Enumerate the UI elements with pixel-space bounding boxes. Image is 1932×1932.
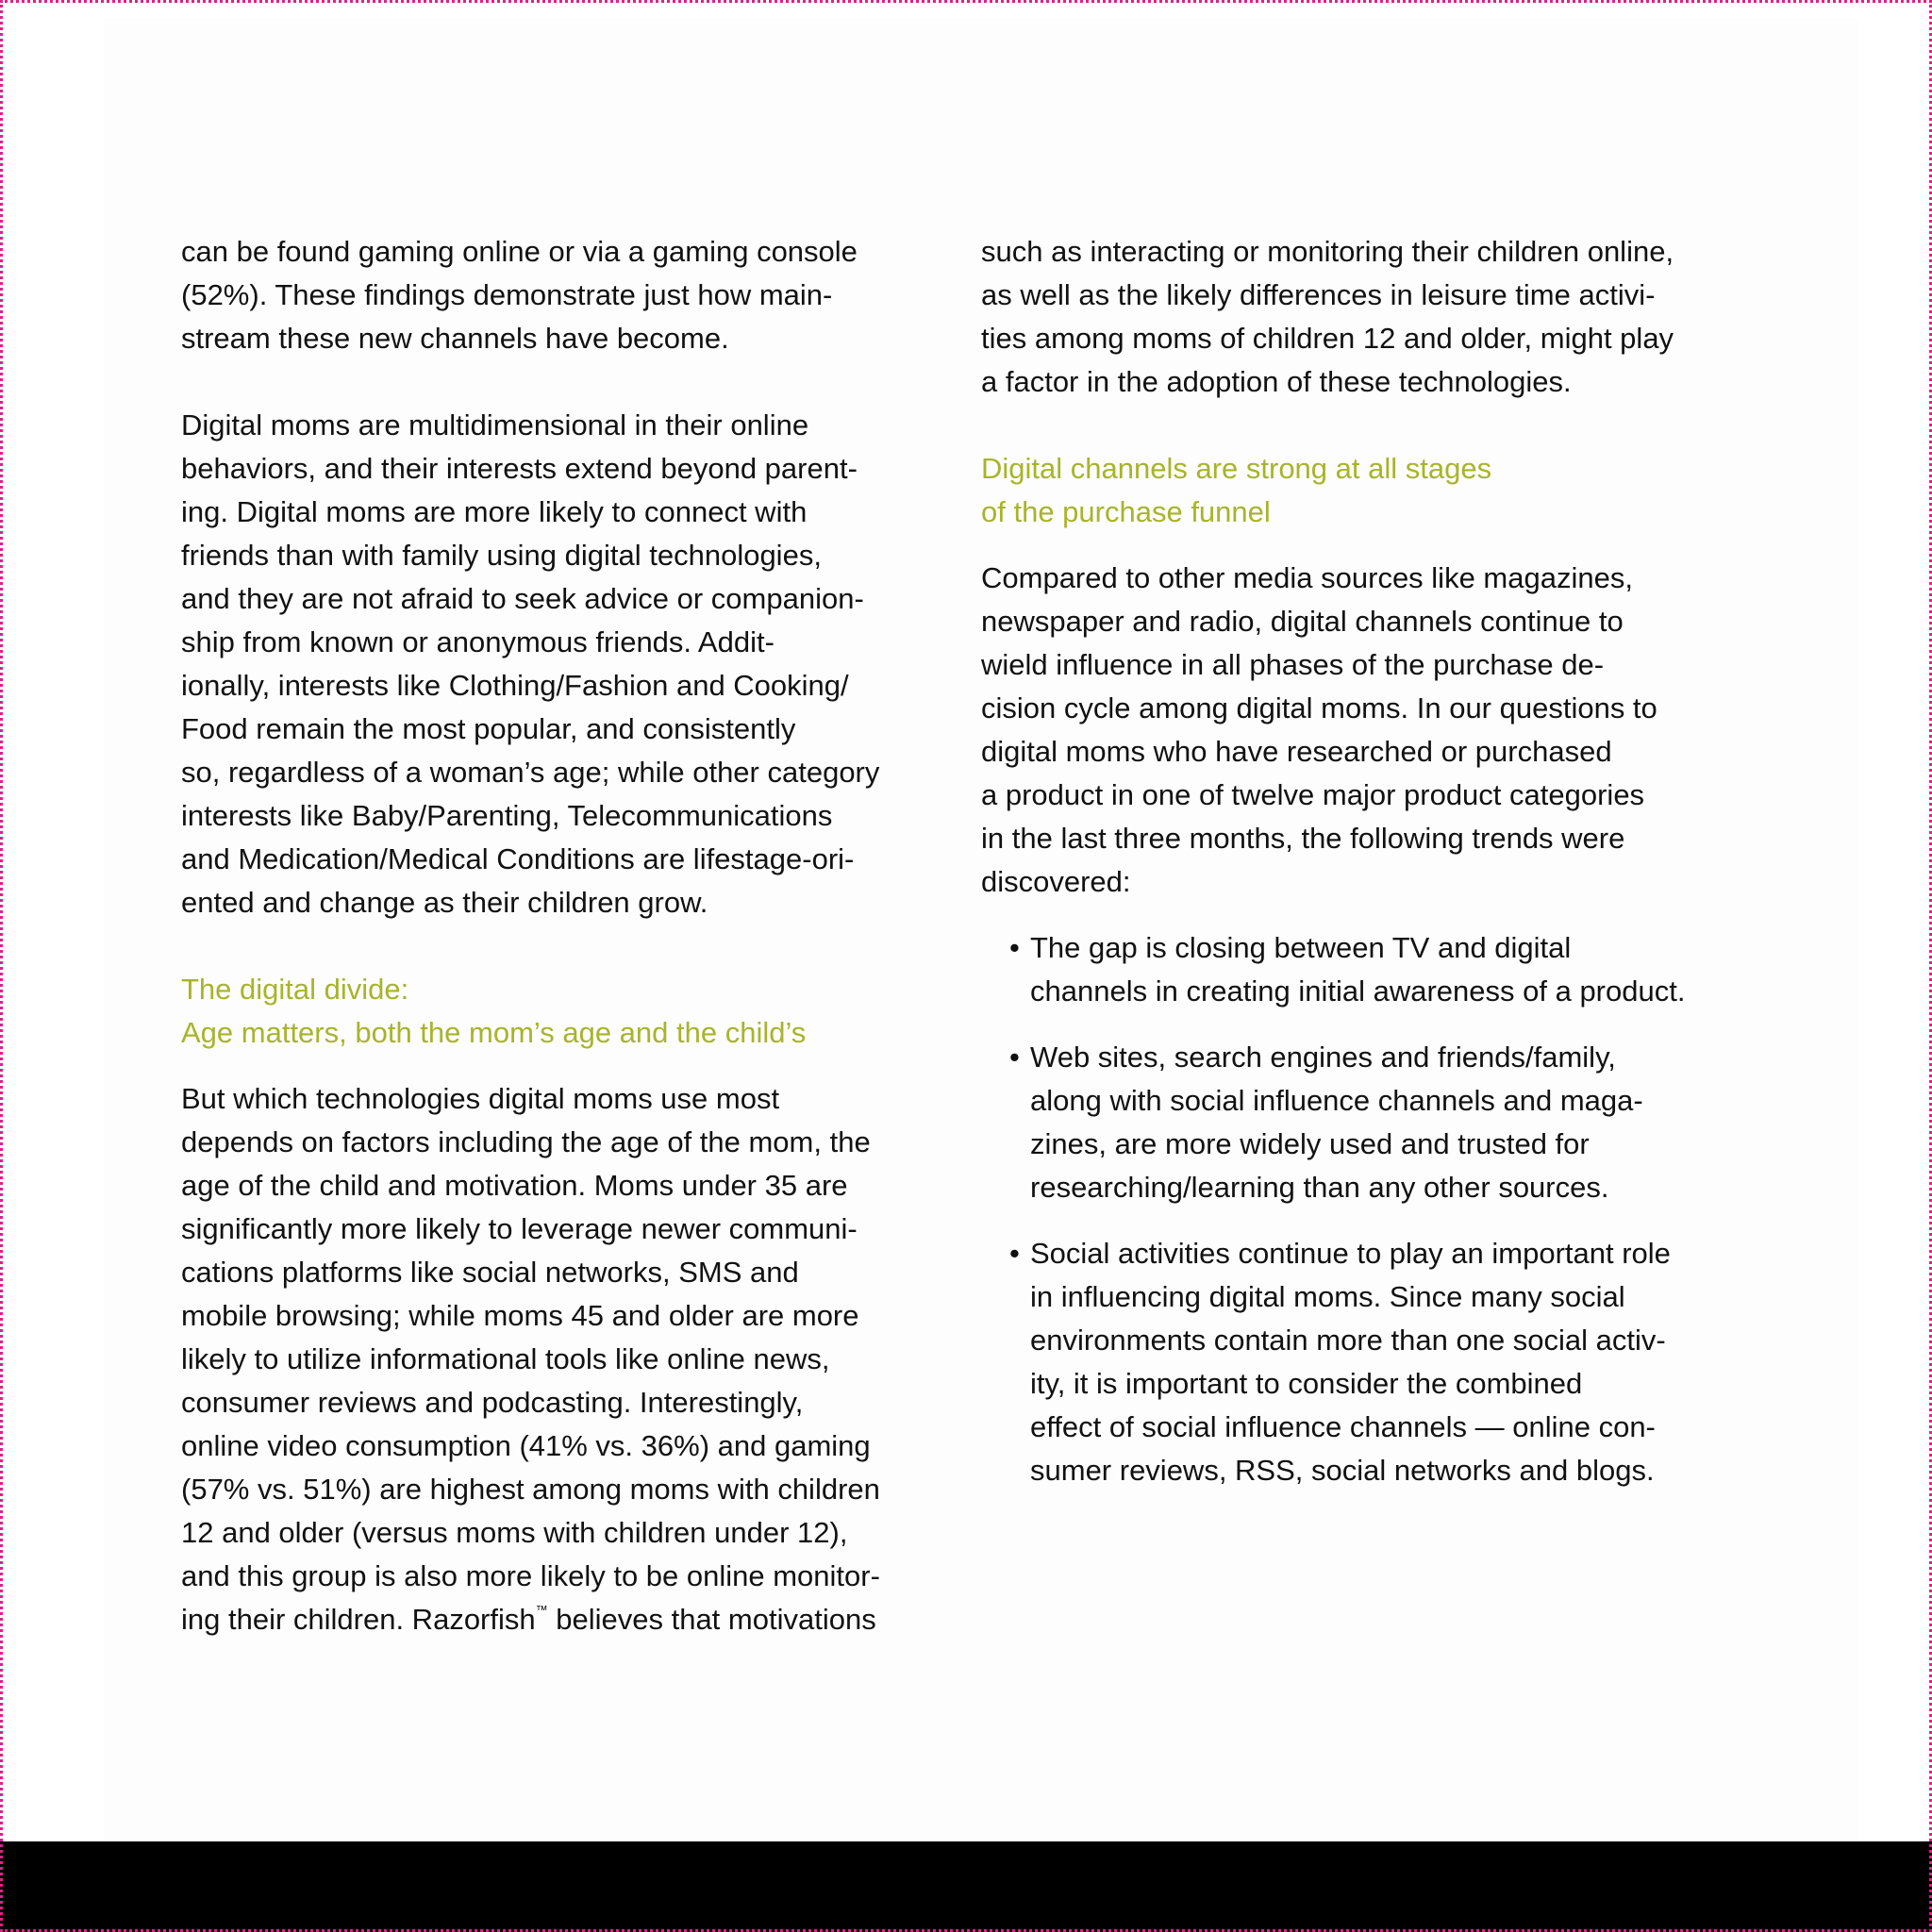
footer-bar <box>0 1841 1932 1932</box>
bullet-icon: • <box>1009 1041 1020 1074</box>
list-item <box>981 1232 1736 1492</box>
section-heading: Digital channels are strong at all stages of the purchase funnel <box>981 452 1492 528</box>
list-item-text: Social activities continue to play an important role in influencing digital moms. Since many social environments contain more than one social activ- ity, it is important to consider the combined effect of social influence channels — online con- sumer reviews, RSS, social networks and blogs. <box>1030 1237 1671 1487</box>
list-item <box>981 1036 1736 1209</box>
body-paragraph: Compared to other media sources like magazines, newspaper and radio, digital channels continue to wield influence in all phases of the purchase de- cision cycle among digital moms. In our questions to digital moms who have researched or purchased a product in one of twelve major product categories in the last three months, the following trends were discovered: <box>981 561 1657 898</box>
body-paragraph <box>181 1077 936 1641</box>
bullet-list <box>981 926 1736 1492</box>
section-heading: The digital divide: Age matters, both the mom’s age and the child’s <box>181 973 807 1049</box>
right-column <box>981 230 1736 1515</box>
paragraph-text: But which technologies digital moms use most depends on factors including the age of the mom, the age of the child and motivation. Moms under 35 are significantly more likely to leverage newer communi- cations platforms like social networks, SMS and mobile browsing; while moms 45 and older are more likely to utilize informational tools like online news, consumer reviews and podcasting. Interestingly, online video consumption (41% vs. 36%) and gaming (57% vs. 51%) are highest among moms with children 12 and older (versus moms with children under 12), and this group is also more likely to be online monitor- ing their children. Razorfish <box>181 1082 880 1636</box>
trademark-symbol: ™ <box>535 1603 548 1617</box>
body-paragraph: Digital moms are multidimensional in their online behaviors, and their interests extend beyond parent- ing. Digital moms are more likely to connect with friends than with family using digital technologies, and they are not afraid to seek advice or companion- ship from known or anonymous friends. Addit- ionally, interests like Clothing/Fashion and Cooking/ Food remain the most popular, and consistently so, regardless of a woman’s age; while other category interests like Baby/Parenting, Telecommunications and Medication/Medical Conditions are lifestage-ori- ented and change as their children grow. <box>181 408 880 919</box>
bullet-icon: • <box>1009 1237 1020 1270</box>
paragraph-text-end: believes that motivations <box>547 1603 876 1636</box>
left-column <box>181 230 936 1641</box>
list-item <box>981 926 1736 1013</box>
list-item-text: The gap is closing between TV and digital channels in creating initial awareness of a product. <box>1030 931 1686 1008</box>
body-paragraph: can be found gaming online or via a gaming console (52%). These findings demonstrate just how main- stream these new channels have become. <box>181 235 858 355</box>
bullet-icon: • <box>1009 931 1020 964</box>
body-paragraph: such as interacting or monitoring their children online, as well as the likely differences in leisure time activi- ties among moms of children 12 and older, might play a factor in the adoption of these technologies. <box>981 235 1674 398</box>
list-item-text: Web sites, search engines and friends/family, along with social influence channels and maga- zines, are more widely used and trusted for researching/learning than any other sources. <box>1030 1041 1643 1204</box>
